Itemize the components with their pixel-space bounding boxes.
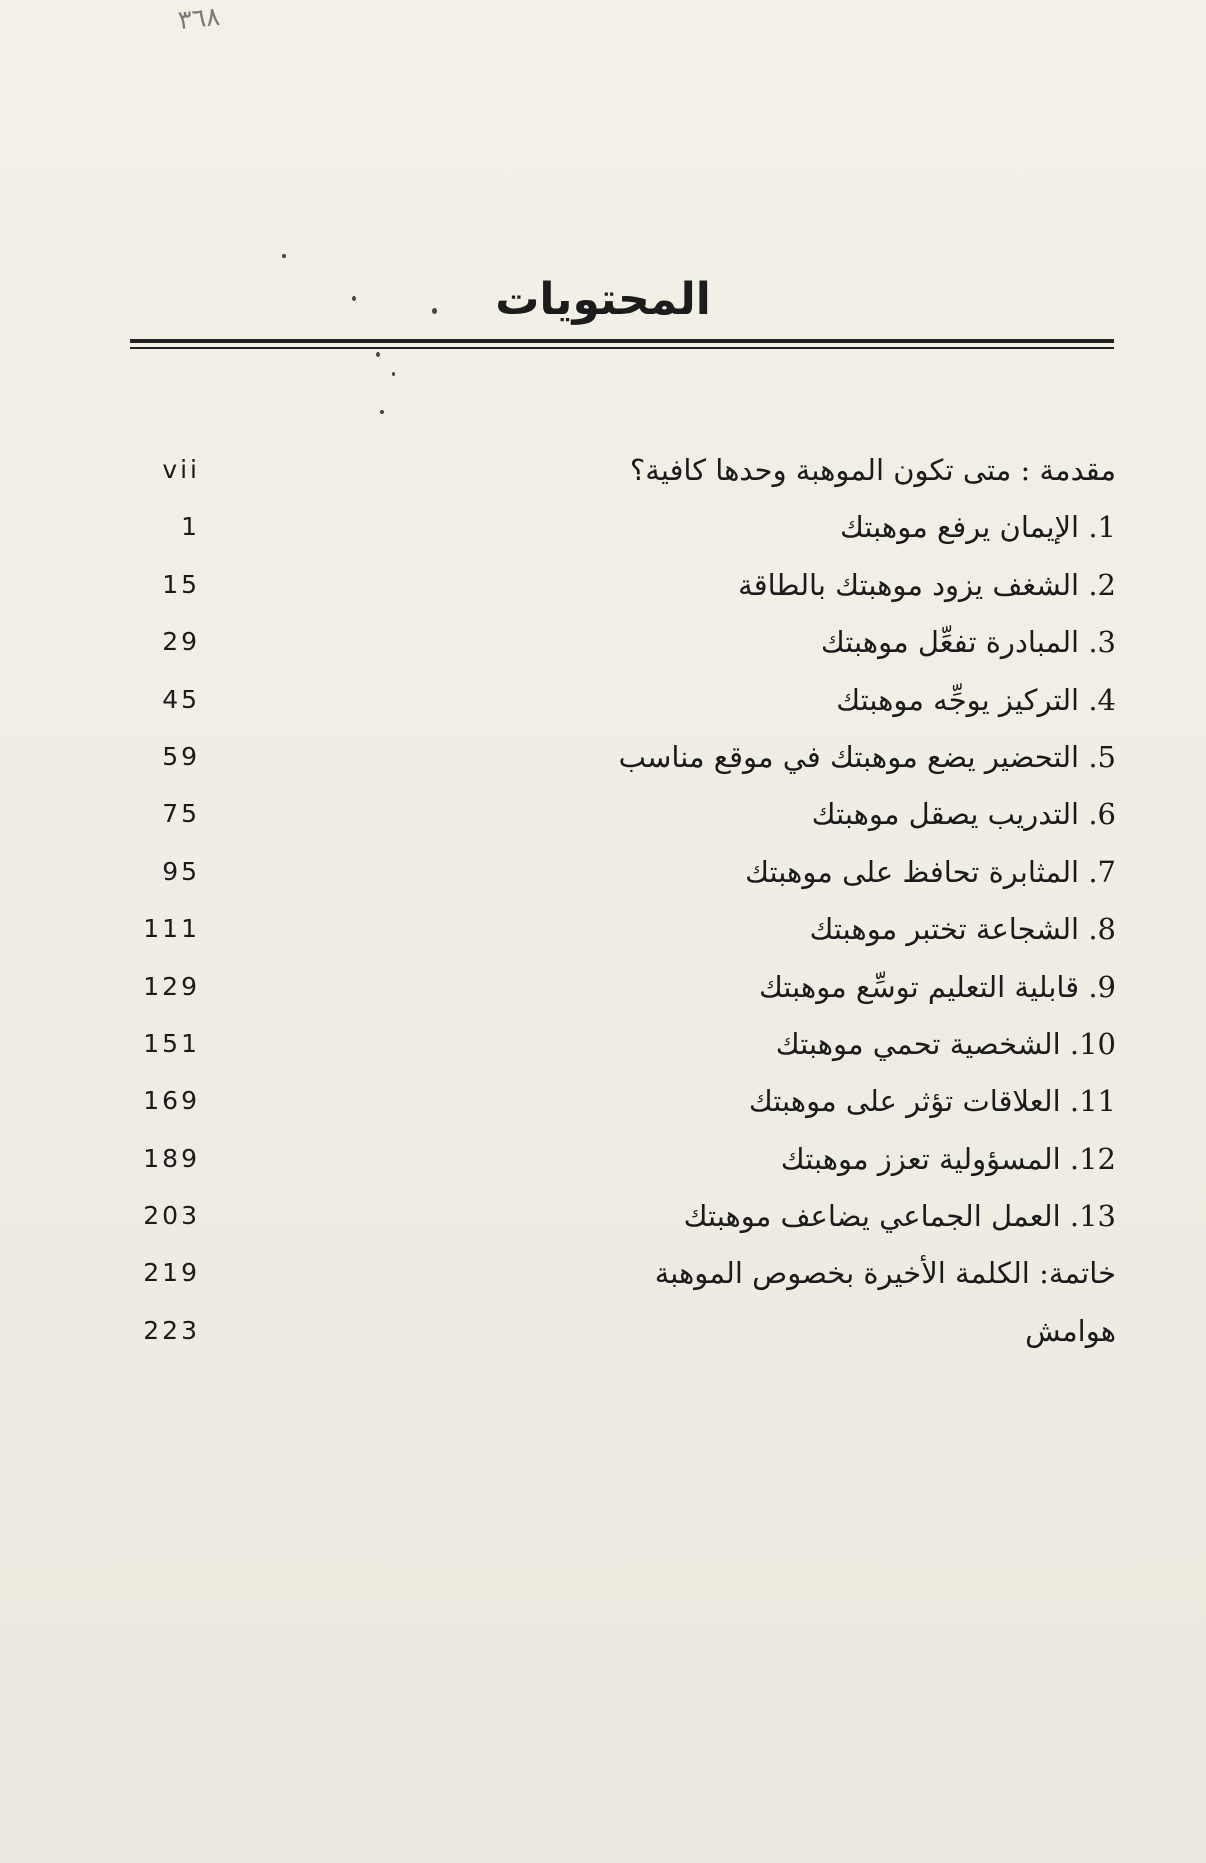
toc-page-number: 45 [162,684,200,714]
toc-row-chapter-2 [140,561,1116,618]
toc-entry-title: 8. الشجاعة تختبر موهبتك [809,912,1116,947]
toc-entry-title: 2. الشغف يزود موهبتك بالطاقة [738,567,1116,602]
toc-page-number: 111 [143,914,200,944]
toc-entry-title: 5. التحضير يضع موهبتك في موقع مناسب [618,739,1116,774]
toc-entry-title: 4. التركيز يوجِّه موهبتك [836,682,1116,717]
paper-speck [392,372,395,376]
toc-page-number: 219 [143,1258,200,1288]
toc-page-number: 203 [143,1201,200,1231]
handwritten-page-mark: ٣٦٨ [176,1,222,37]
toc-row-chapter-3 [140,618,1116,675]
toc-page-number: 151 [143,1028,200,1058]
paper-speck [376,352,380,357]
toc-entry-title: 12. المسؤولية تعزز موهبتك [780,1141,1116,1176]
toc-entry-title: 11. العلاقات تؤثر على موهبتك [748,1084,1116,1119]
toc-row-chapter-6 [140,790,1116,847]
toc-page-number: 95 [162,856,200,886]
toc-entry-title: 3. المبادرة تفعِّل موهبتك [820,625,1116,660]
toc-row-conclusion [140,1249,1116,1306]
toc-row-chapter-8 [140,905,1116,962]
toc-entry-title: 6. التدريب يصقل موهبتك [811,797,1116,832]
toc-row-chapter-10 [140,1020,1116,1077]
toc-entry-title: خاتمة: الكلمة الأخيرة بخصوص الموهبة [654,1256,1116,1291]
toc-page-number: 29 [162,627,200,657]
table-of-contents [140,446,1116,1364]
toc-row-chapter-1 [140,503,1116,560]
toc-page-number: 59 [162,741,200,771]
toc-page-number: 15 [162,569,200,599]
toc-row-chapter-11 [140,1077,1116,1134]
toc-page-number: 223 [143,1315,200,1345]
toc-page-number: 189 [143,1143,200,1173]
toc-entry-title: 13. العمل الجماعي يضاعف موهبتك [683,1199,1116,1234]
toc-entry-title: 7. المثابرة تحافظ على موهبتك [745,854,1116,889]
toc-row-introduction [140,446,1116,503]
toc-row-chapter-13 [140,1192,1116,1249]
toc-row-chapter-12 [140,1135,1116,1192]
toc-row-chapter-4 [140,676,1116,733]
toc-page-number: 75 [162,799,200,829]
toc-page-number: vii [162,455,200,484]
toc-row-chapter-9 [140,963,1116,1020]
toc-row-chapter-5 [140,733,1116,790]
toc-page-number: 129 [143,971,200,1001]
page-title: المحتويات [495,274,711,326]
toc-entry-title: هوامش [1025,1313,1116,1348]
toc-entry-title: 9. قابلية التعليم توسِّع موهبتك [758,969,1116,1004]
toc-row-chapter-7 [140,848,1116,905]
paper-speck [380,410,384,414]
title-rule-thin [130,347,1114,349]
toc-entry-title: مقدمة : متى تكون الموهبة وحدها كافية؟ [629,453,1116,487]
toc-page-number: 169 [143,1086,200,1116]
toc-page-number: 1 [181,512,200,542]
paper-speck [282,254,286,258]
toc-entry-title: 10. الشخصية تحمي موهبتك [775,1026,1116,1061]
title-rule-thick [130,339,1114,343]
toc-row-notes [140,1307,1116,1364]
toc-entry-title: 1. الإيمان يرفع موهبتك [839,510,1116,545]
